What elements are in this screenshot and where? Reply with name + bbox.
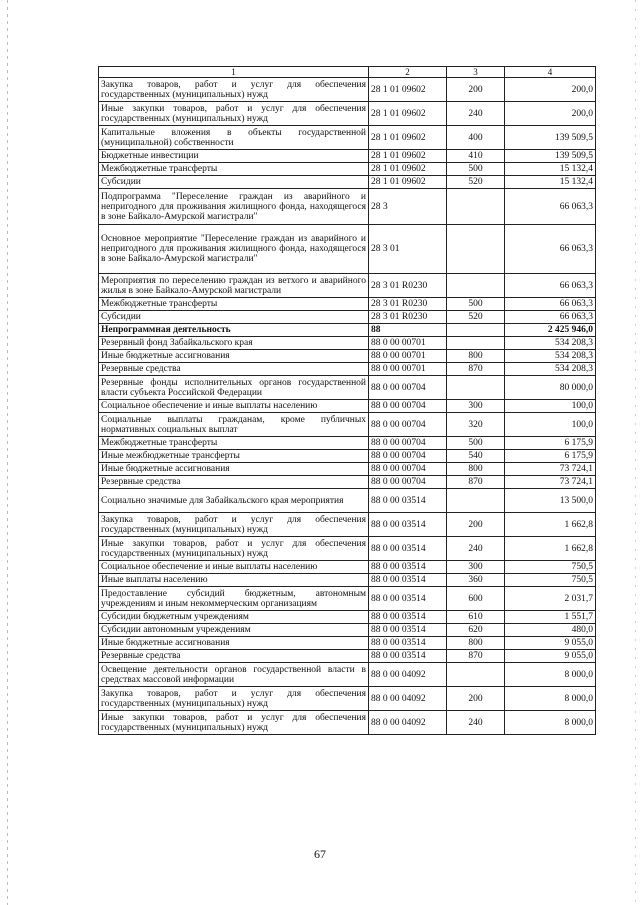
row-expense-type-cell: 520 [447, 311, 505, 324]
row-amount-cell: 480,0 [505, 624, 596, 637]
row-code-cell: 88 0 00 04092 [369, 687, 447, 711]
table-row [99, 324, 596, 337]
row-name-cell: Социальные выплаты гражданам, кроме публичных нормативных социальных выплат [99, 413, 369, 437]
row-expense-type-cell: 240 [447, 711, 505, 735]
row-code-cell: 88 0 00 00704 [369, 376, 447, 400]
row-code-cell: 88 0 00 03514 [369, 587, 447, 611]
row-code-cell: 88 0 00 00701 [369, 350, 447, 363]
row-name-cell: Межбюджетные трансферты [99, 437, 369, 450]
row-name-cell: Социальное обеспечение и иные выплаты населению [99, 400, 369, 413]
row-name-cell: Непрограммная деятельность [99, 324, 369, 337]
row-expense-type-cell: 870 [447, 650, 505, 663]
row-amount-cell: 139 509,5 [505, 150, 596, 163]
row-name-cell: Межбюджетные трансферты [99, 163, 369, 176]
row-code-cell: 88 0 00 03514 [369, 611, 447, 624]
row-expense-type-cell: 600 [447, 587, 505, 611]
row-expense-type-cell [447, 324, 505, 337]
row-expense-type-cell: 540 [447, 450, 505, 463]
table-row [99, 450, 596, 463]
row-expense-type-cell: 870 [447, 476, 505, 489]
row-name-cell: Социальное обеспечение и иные выплаты населению [99, 561, 369, 574]
row-amount-cell: 100,0 [505, 413, 596, 437]
row-code-cell: 88 0 00 03514 [369, 574, 447, 587]
row-name-cell: Резервные средства [99, 363, 369, 376]
row-amount-cell: 66 063,3 [505, 298, 596, 311]
row-name-cell: Субсидии [99, 176, 369, 189]
row-code-cell: 88 0 00 03514 [369, 637, 447, 650]
row-code-cell: 88 0 00 04092 [369, 711, 447, 735]
row-expense-type-cell: 360 [447, 574, 505, 587]
table-row [99, 274, 596, 298]
table-row [99, 476, 596, 489]
row-code-cell: 28 1 01 09602 [369, 78, 447, 102]
row-code-cell: 88 0 00 00704 [369, 463, 447, 476]
row-code-cell: 88 0 00 00704 [369, 450, 447, 463]
row-expense-type-cell [447, 274, 505, 298]
row-expense-type-cell: 610 [447, 611, 505, 624]
row-amount-cell: 66 063,3 [505, 189, 596, 225]
page-number: 67 [314, 847, 326, 861]
row-code-cell: 88 0 00 03514 [369, 561, 447, 574]
row-code-cell: 88 0 00 00704 [369, 476, 447, 489]
row-name-cell: Социально значимые для Забайкальского края мероприятия [99, 489, 369, 513]
row-amount-cell: 750,5 [505, 561, 596, 574]
row-amount-cell: 200,0 [505, 102, 596, 126]
row-name-cell: Закупка товаров, работ и услуг для обеспечения государственных (муниципальных) нужд [99, 687, 369, 711]
row-amount-cell: 15 132,4 [505, 163, 596, 176]
table-row [99, 663, 596, 687]
table-row [99, 624, 596, 637]
row-name-cell: Субсидии автономным учреждениям [99, 624, 369, 637]
row-code-cell: 28 3 01 R0230 [369, 298, 447, 311]
row-name-cell: Субсидии [99, 311, 369, 324]
table-row [99, 513, 596, 537]
row-name-cell: Резервные средства [99, 476, 369, 489]
table-row [99, 376, 596, 400]
row-expense-type-cell: 300 [447, 561, 505, 574]
row-amount-cell: 1 662,8 [505, 513, 596, 537]
row-amount-cell: 6 175,9 [505, 450, 596, 463]
row-code-cell: 88 0 00 03514 [369, 513, 447, 537]
row-expense-type-cell: 400 [447, 126, 505, 150]
row-expense-type-cell [447, 189, 505, 225]
table-row [99, 711, 596, 735]
row-amount-cell: 73 724,1 [505, 463, 596, 476]
table-row [99, 489, 596, 513]
row-code-cell: 88 0 00 03514 [369, 489, 447, 513]
row-amount-cell: 200,0 [505, 78, 596, 102]
table-row [99, 298, 596, 311]
row-code-cell: 88 0 00 00704 [369, 400, 447, 413]
table-row [99, 587, 596, 611]
row-expense-type-cell [447, 376, 505, 400]
table-row [99, 163, 596, 176]
scan-edge-left [7, 0, 8, 905]
row-code-cell: 88 0 00 03514 [369, 624, 447, 637]
row-code-cell: 88 0 00 03514 [369, 650, 447, 663]
row-code-cell: 88 0 00 00701 [369, 363, 447, 376]
row-amount-cell: 750,5 [505, 574, 596, 587]
table-row [99, 311, 596, 324]
row-expense-type-cell: 410 [447, 150, 505, 163]
row-code-cell: 28 1 01 09602 [369, 126, 447, 150]
row-amount-cell: 6 175,9 [505, 437, 596, 450]
table-row [99, 225, 596, 274]
row-name-cell: Иные бюджетные ассигнования [99, 350, 369, 363]
row-code-cell: 28 3 01 [369, 225, 447, 274]
table-row [99, 176, 596, 189]
row-amount-cell: 1 662,8 [505, 537, 596, 561]
row-name-cell: Резервный фонд Забайкальского края [99, 337, 369, 350]
table-row [99, 637, 596, 650]
row-expense-type-cell: 500 [447, 163, 505, 176]
row-expense-type-cell: 870 [447, 363, 505, 376]
row-code-cell: 28 3 [369, 189, 447, 225]
row-amount-cell: 9 055,0 [505, 650, 596, 663]
row-name-cell: Резервные фонды исполнительных органов государственной власти субъекта Российской Федерации [99, 376, 369, 400]
row-name-cell: Иные закупки товаров, работ и услуг для обеспечения государственных (муниципальных) нужд [99, 537, 369, 561]
row-expense-type-cell [447, 225, 505, 274]
table-row [99, 400, 596, 413]
row-name-cell: Капитальные вложения в объекты государственной (муниципальной) собственности [99, 126, 369, 150]
row-expense-type-cell: 500 [447, 298, 505, 311]
row-name-cell: Иные закупки товаров, работ и услуг для обеспечения государственных (муниципальных) нужд [99, 102, 369, 126]
budget-table-body [99, 67, 596, 735]
table-row [99, 437, 596, 450]
table-row [99, 413, 596, 437]
row-expense-type-cell: 800 [447, 463, 505, 476]
row-name-cell: Иные бюджетные ассигнования [99, 637, 369, 650]
row-amount-cell: 1 551,7 [505, 611, 596, 624]
row-amount-cell: 534 208,3 [505, 350, 596, 363]
row-amount-cell: 8 000,0 [505, 711, 596, 735]
row-name-cell: Основное мероприятие "Переселение граждан из аварийного и непригодного для проживания жилищного фонда, находящегося в зоне Байкало-Амурской магистрали" [99, 225, 369, 274]
row-name-cell: Освещение деятельности органов государственной власти в средствах массовой информации [99, 663, 369, 687]
table-header-row [99, 67, 596, 78]
table-row [99, 574, 596, 587]
row-expense-type-cell: 520 [447, 176, 505, 189]
row-amount-cell: 80 000,0 [505, 376, 596, 400]
row-amount-cell: 8 000,0 [505, 663, 596, 687]
row-name-cell: Предоставление субсидий бюджетным, автономным учреждениям и иным некоммерческим организациям [99, 587, 369, 611]
row-expense-type-cell: 200 [447, 687, 505, 711]
row-code-cell: 88 0 00 03514 [369, 537, 447, 561]
row-code-cell: 88 0 00 00704 [369, 413, 447, 437]
table-row [99, 337, 596, 350]
row-name-cell: Резервные средства [99, 650, 369, 663]
table-row [99, 463, 596, 476]
budget-table [98, 66, 596, 735]
row-code-cell: 28 3 01 R0230 [369, 274, 447, 298]
scan-edge-right [635, 0, 636, 905]
row-name-cell: Иные межбюджетные трансферты [99, 450, 369, 463]
row-code-cell: 28 1 01 09602 [369, 163, 447, 176]
row-name-cell: Иные закупки товаров, работ и услуг для обеспечения государственных (муниципальных) нужд [99, 711, 369, 735]
row-amount-cell: 66 063,3 [505, 311, 596, 324]
row-code-cell: 88 0 00 04092 [369, 663, 447, 687]
table-row [99, 126, 596, 150]
table-row [99, 189, 596, 225]
row-name-cell: Бюджетные инвестиции [99, 150, 369, 163]
row-amount-cell: 8 000,0 [505, 687, 596, 711]
row-amount-cell: 13 500,0 [505, 489, 596, 513]
table-row [99, 611, 596, 624]
row-amount-cell: 9 055,0 [505, 637, 596, 650]
row-expense-type-cell: 240 [447, 537, 505, 561]
table-row [99, 350, 596, 363]
row-code-cell: 28 1 01 09602 [369, 176, 447, 189]
header-cell-1: 1 [99, 67, 369, 78]
row-code-cell: 28 3 01 R0230 [369, 311, 447, 324]
table-row [99, 561, 596, 574]
header-cell-4: 4 [505, 67, 596, 78]
row-expense-type-cell: 200 [447, 513, 505, 537]
table-row [99, 102, 596, 126]
table-row [99, 650, 596, 663]
row-name-cell: Мероприятия по переселению граждан из ветхого и аварийного жилья в зоне Байкало-Амурской магистрали [99, 274, 369, 298]
row-amount-cell: 139 509,5 [505, 126, 596, 150]
table-row [99, 537, 596, 561]
row-name-cell: Подпрограмма "Переселение граждан из аварийного и непригодного для проживания жилищного фонда, находящегося в зоне Байкало-Амурской магистрали" [99, 189, 369, 225]
row-expense-type-cell [447, 337, 505, 350]
row-code-cell: 28 1 01 09602 [369, 150, 447, 163]
table-row [99, 150, 596, 163]
row-expense-type-cell [447, 663, 505, 687]
row-expense-type-cell [447, 489, 505, 513]
row-amount-cell: 2 031,7 [505, 587, 596, 611]
header-cell-3: 3 [447, 67, 505, 78]
row-expense-type-cell: 240 [447, 102, 505, 126]
row-amount-cell: 73 724,1 [505, 476, 596, 489]
table-row [99, 78, 596, 102]
row-code-cell: 88 0 00 00701 [369, 337, 447, 350]
row-name-cell: Субсидии бюджетным учреждениям [99, 611, 369, 624]
row-expense-type-cell: 620 [447, 624, 505, 637]
header-cell-2: 2 [369, 67, 447, 78]
row-expense-type-cell: 300 [447, 400, 505, 413]
row-name-cell: Закупка товаров, работ и услуг для обеспечения государственных (муниципальных) нужд [99, 513, 369, 537]
row-expense-type-cell: 500 [447, 437, 505, 450]
row-code-cell: 88 0 00 00704 [369, 437, 447, 450]
row-amount-cell: 66 063,3 [505, 225, 596, 274]
row-amount-cell: 66 063,3 [505, 274, 596, 298]
row-amount-cell: 15 132,4 [505, 176, 596, 189]
row-code-cell: 88 [369, 324, 447, 337]
row-expense-type-cell: 320 [447, 413, 505, 437]
row-amount-cell: 534 208,3 [505, 337, 596, 350]
row-amount-cell: 534 208,3 [505, 363, 596, 376]
row-expense-type-cell: 800 [447, 637, 505, 650]
table-row [99, 687, 596, 711]
row-name-cell: Иные бюджетные ассигнования [99, 463, 369, 476]
row-amount-cell: 100,0 [505, 400, 596, 413]
row-name-cell: Межбюджетные трансферты [99, 298, 369, 311]
table-row [99, 363, 596, 376]
row-name-cell: Закупка товаров, работ и услуг для обеспечения государственных (муниципальных) нужд [99, 78, 369, 102]
row-name-cell: Иные выплаты населению [99, 574, 369, 587]
row-code-cell: 28 1 01 09602 [369, 102, 447, 126]
row-expense-type-cell: 800 [447, 350, 505, 363]
row-expense-type-cell: 200 [447, 78, 505, 102]
row-amount-cell: 2 425 946,0 [505, 324, 596, 337]
